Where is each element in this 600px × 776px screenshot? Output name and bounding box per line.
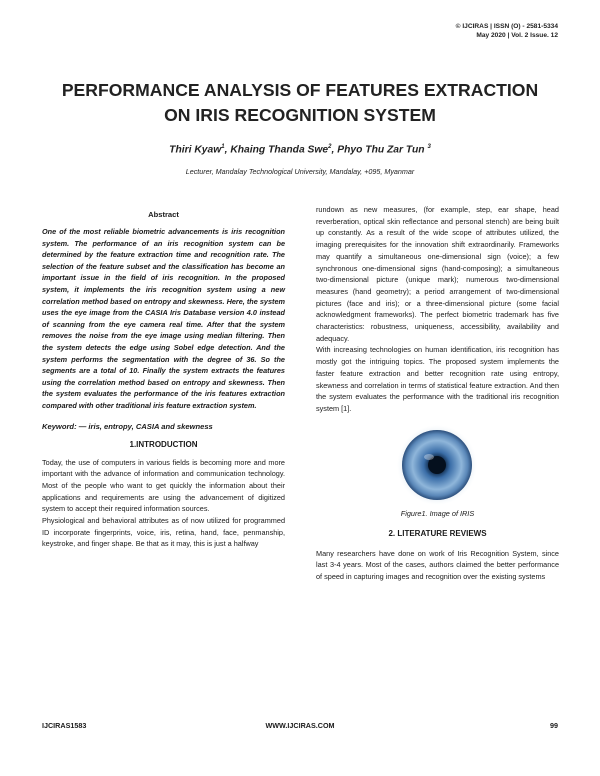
author-1: Thiri Kyaw bbox=[169, 144, 222, 156]
author-list bbox=[30, 144, 570, 155]
paper-title bbox=[30, 78, 570, 128]
right-column bbox=[316, 204, 559, 583]
intro-paragraph-1: Today, the use of computers in various fields is becoming more and more important with the advance of information and communication technology. Most of the people who want to get quickly the information about their applications and requirements are using the advancement of digitized system to accept their required information sources. bbox=[42, 457, 285, 514]
iris-figure bbox=[316, 425, 559, 505]
author-2-affil: 2 bbox=[328, 144, 332, 150]
literature-paragraph-1: Many researchers have done on work of Iris Recognition System, since last 3-4 years. Most of the cases, authors claimed the better performance of speed in capturing images and recognition over the existing systems bbox=[316, 548, 559, 582]
journal-issue: May 2020 | Vol. 2 Issue. 12 bbox=[476, 32, 558, 39]
author-2: Khaing Thanda Swe bbox=[230, 144, 329, 156]
author-3-affil: 3 bbox=[427, 144, 431, 150]
author-separator: , bbox=[224, 144, 231, 156]
author-1-affil: 1 bbox=[221, 144, 225, 150]
title-line-1: PERFORMANCE ANALYSIS OF FEATURES EXTRACTION bbox=[61, 80, 539, 100]
intro-paragraph-2: Physiological and behavioral attributes as of now utilized for programmed ID incorporate fingerprints, voice, iris, retina, hand, face, penmanship, keystroke, and finger shape. Be that as it may, this is just a halfway bbox=[42, 516, 285, 549]
body-paragraph-1: rundown as new measures, (for example, step, ear shape, head reverberation, optical skin reflectance and personal stench) are being built up constantly. As a result of the wide scope of attributes utilized, the imaging prerequisites for the innovation shift extraordinarily. Frameworks may quantify a simultaneous one-dimensional sign (voice); a few synchronous one-dimensional signs (hand-composing); a simultaneous two-dimensional picture (unique mark); numerous two-dimensional measures (hand geometry); a period arrangement of two-dimensional pictures (face and iris); or a three-dimensional picture (some facial acknowledgment frameworks). The perfect biometric trademark has five characteristics: robustness, uniqueness, accessibility, availability and adequacy. bbox=[316, 205, 559, 343]
affiliation: Lecturer, Mandalay Technological University, Mandalay, +095, Myanmar bbox=[185, 167, 415, 176]
footer-paper-id: IJCIRAS1583 bbox=[42, 721, 87, 730]
author-3: Phyo Thu Zar Tun bbox=[337, 144, 425, 156]
abstract-text: One of the most reliable biometric advancements is iris recognition system. The performance of an iris recognition system can be determined by the feature extraction time and recognition rate. The selection of the feature subset and the classification has become an important issue in the field of iris recognition. In the proposed system, it implements the iris recognition system using a new correlation method based on entropy and skewness. Here, the system uses the eye image from the CASIA Iris Database version 4.0 instead of scanning from the eye camera real time. After that the system removes the noise from the eye image using median filtering. Then the system detects the edge using Sobel edge detection. And the system performs the segmentation with the degree of 36. So the segments are a total of 10. Finally the system extracts the features using the correlation method based on entropy and skewness. Then the system evaluates the performance of the iris features extraction compared with other traditional iris feature extraction system. bbox=[42, 227, 285, 410]
keywords: Keyword: — iris, entropy, CASIA and skewness bbox=[42, 421, 213, 431]
section-heading-literature: 2. LITERATURE REVIEWS bbox=[388, 528, 487, 538]
journal-issn: © IJCIRAS | ISSN (O) - 2581-5334 bbox=[455, 23, 558, 30]
footer-page-number: 99 bbox=[550, 721, 558, 730]
journal-header bbox=[456, 22, 558, 40]
title-line-2: ON IRIS RECOGNITION SYSTEM bbox=[164, 105, 436, 125]
iris-highlight bbox=[424, 454, 434, 460]
figure-caption: Figure1. Image of IRIS bbox=[400, 508, 475, 518]
left-column bbox=[42, 210, 285, 550]
footer-website: WWW.IJCIRAS.COM bbox=[265, 721, 335, 730]
section-heading-introduction: 1.INTRODUCTION bbox=[129, 439, 198, 449]
abstract-heading: Abstract bbox=[148, 210, 179, 219]
author-separator: , bbox=[331, 144, 338, 156]
iris-image bbox=[316, 425, 559, 505]
body-paragraph-2: With increasing technologies on human identification, iris recognition has mostly got the intriguing topics. The proposed system implements the faster feature extraction and better recognition rate using entropy, skewness and correlation in terms of statistical feature extraction. And then the system evaluates the performance with the traditional iris recognition system [1]. bbox=[316, 345, 559, 413]
